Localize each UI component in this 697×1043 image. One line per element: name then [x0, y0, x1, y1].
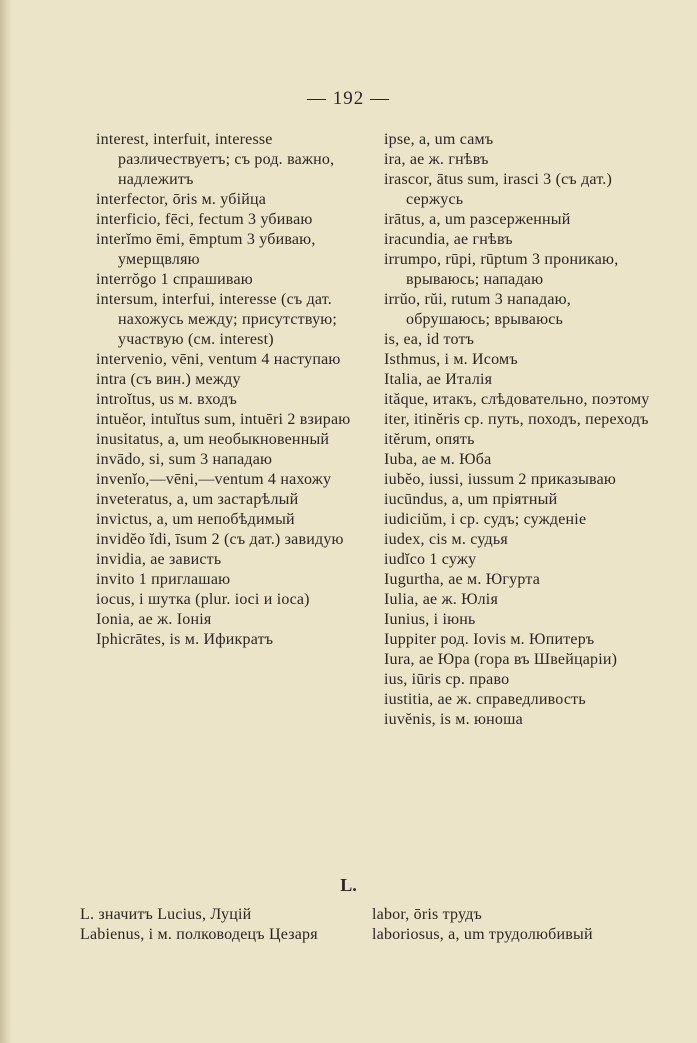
dictionary-entry: ităque, итакъ, слѣдовательно, поэтому [384, 391, 650, 408]
dictionary-entry: invenĭo,—vēni,—ventum 4 нахожу [96, 471, 332, 488]
dictionary-entry: iter, itinĕris ср. путь, походъ, переходъ [384, 411, 649, 428]
dictionary-entry: invictus, a, um непобѣдимый [96, 511, 295, 528]
dictionary-entry: Iura, ae Юра (гора въ Швейцаріи) [384, 651, 618, 668]
dictionary-entry: iuvĕnis, is м. юноша [384, 711, 523, 728]
dictionary-entry: inusitatus, a, um необыкновенный [96, 431, 330, 448]
dictionary-entry: iucūndus, a, um пріятный [384, 491, 558, 508]
dictionary-entry: Labienus, i м. полководецъ Цезаря [80, 926, 318, 943]
dictionary-entry: interĭmo ēmi, ēmptum 3 убиваю, умерщвляю [96, 231, 316, 268]
dictionary-entry: iudĭco 1 сужу [384, 551, 477, 568]
dictionary-entry: interrŏgo 1 спрашиваю [96, 271, 253, 288]
dictionary-entry: Iuppiter род. Iovis м. Юпитеръ [384, 631, 595, 648]
dictionary-entry: ipse, a, um самъ [384, 131, 494, 148]
dictionary-entry: invidĕo ĭdi, īsum 2 (съ дат.) завидую [96, 531, 344, 548]
dictionary-entry: ius, iūris ср. право [384, 671, 510, 688]
dictionary-entry: itĕrum, опять [384, 431, 475, 448]
dictionary-entry: irrŭo, rŭi, rutum 3 нападаю, обрушаюсь; врываюсь [384, 291, 572, 328]
dictionary-entry: L. значитъ Lucius, Луцій [80, 906, 252, 923]
dictionary-entry: inveteratus, a, um застарѣлый [96, 491, 299, 508]
dictionary-entry: iracundia, ae гнѣвъ [384, 231, 513, 248]
dictionary-entry: Iulia, ae ж. Юлія [384, 591, 499, 608]
dictionary-entry: Iphicrātes, is м. Ификратъ [96, 631, 274, 648]
dictionary-entry: invādo, si, sum 3 нападаю [96, 451, 273, 468]
dictionary-entry: iustitia, ae ж. справедливость [384, 691, 586, 708]
dictionary-entry: iocus, i шутка (plur. ioci и ioca) [96, 591, 310, 608]
dictionary-entry: Iuba, ae м. Юба [384, 451, 492, 468]
dictionary-entry: Italia, ae Италія [384, 371, 493, 388]
dictionary-entry: interest, interfuit, interesse различествуетъ; съ род. важно, надлежитъ [96, 131, 335, 188]
dictionary-entry: interfector, ōris м. убійца [96, 191, 267, 208]
dictionary-entry: introĭtus, us м. входъ [96, 391, 237, 408]
dictionary-entry: irascor, ātus sum, irasci 3 (съ дат.) сержусь [384, 171, 613, 208]
dictionary-entry: intervenio, vēni, ventum 4 наступаю [96, 351, 341, 368]
section-letter: L. [340, 875, 357, 895]
dictionary-entry: intuĕor, intuĭtus sum, intuēri 2 взираю [96, 411, 351, 428]
dictionary-entry: interficio, fēci, fectum 3 убиваю [96, 211, 313, 228]
dictionary-entry: iudiciŭm, i ср. судъ; сужденіе [384, 511, 587, 528]
dictionary-entry: Isthmus, i м. Исомъ [384, 351, 518, 368]
dictionary-entry: Iugurtha, ae м. Югурта [384, 571, 541, 588]
dictionary-entry: invidia, ae зависть [96, 551, 222, 568]
dictionary-entry: ira, ae ж. гнѣвъ [384, 151, 489, 168]
bottom-right-column [372, 905, 657, 945]
bottom-left-column [80, 905, 365, 945]
dictionary-entry: laboriosus, a, um трудолюбивый [372, 926, 593, 943]
left-column [96, 130, 376, 650]
dictionary-entry: Ionia, ae ж. Іонія [96, 611, 212, 628]
dictionary-entry: irrumpo, rūpi, rūptum 3 проникаю, врываюсь; нападаю [384, 251, 619, 288]
dictionary-entry: irātus, a, um разсерженный [384, 211, 571, 228]
dictionary-entry: Iunius, i іюнь [384, 611, 476, 628]
dictionary-entry: intersum, interfui, interesse (съ дат. нахожусь между; присутствую; участвую (см. interest) [96, 291, 338, 348]
right-column [384, 130, 659, 730]
dictionary-entry: iudex, cis м. судья [384, 531, 508, 548]
page-number: — 192 — [307, 88, 390, 109]
dictionary-entry: intra (съ вин.) между [96, 371, 241, 388]
dictionary-entry: iubĕo, iussi, iussum 2 приказываю [384, 471, 617, 488]
dictionary-entry: invito 1 приглашаю [96, 571, 231, 588]
dictionary-entry: is, ea, id тотъ [384, 331, 475, 348]
dictionary-entry: labor, ōris трудъ [372, 906, 483, 923]
